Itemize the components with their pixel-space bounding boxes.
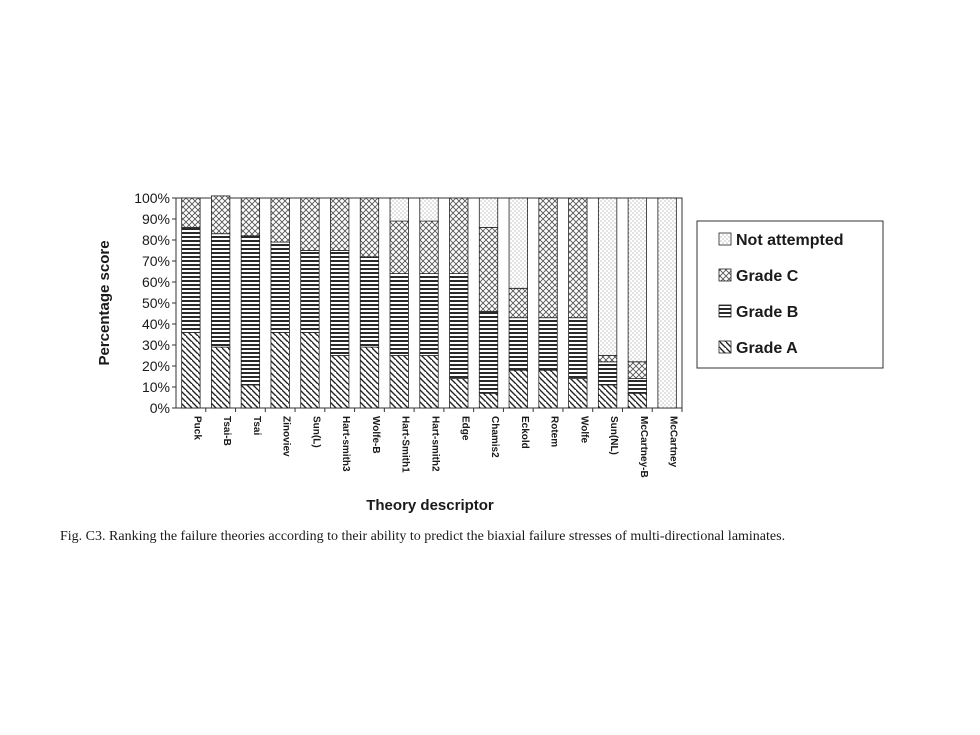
- y-tick-label: 90%: [141, 211, 170, 227]
- x-tick-label: Tsai-B: [221, 416, 233, 446]
- x-axis-title: Theory descriptor: [366, 497, 494, 514]
- x-tick-label: Hart-smith2: [429, 416, 441, 472]
- bar-grade-b-zinoviev: [271, 242, 289, 332]
- plot-area: [176, 196, 682, 408]
- legend: [697, 221, 883, 368]
- bar-grade-a-sun-nl: [598, 385, 616, 408]
- x-tick-label: Edge: [459, 416, 471, 441]
- legend-swatch-grade-c: [719, 269, 731, 281]
- bar-grade-a-hart-smith2: [420, 356, 438, 409]
- bar-grade-c-wolfe-b: [360, 198, 378, 257]
- bar-grade-b-puck: [182, 227, 200, 332]
- bar-grade-b-chamis2: [479, 311, 497, 393]
- legend-label-grade-a: Grade A: [736, 340, 798, 357]
- y-tick-label: 50%: [141, 295, 170, 311]
- bar-grade-c-tsai-b: [211, 196, 229, 234]
- y-tick-label: 70%: [141, 253, 170, 269]
- bar-grade-b-edge: [450, 274, 468, 379]
- bar-grade-c-edge: [450, 198, 468, 274]
- bar-grade-a-eckold: [509, 370, 527, 408]
- bar-grade-a-wolfe-b: [360, 347, 378, 408]
- legend-swatch-not-attempted: [719, 233, 731, 245]
- bar-grade-b-hart-smith1: [390, 274, 408, 356]
- bar-grade-a-hart-smith3: [330, 356, 348, 409]
- bar-not-attempted-mccartney: [658, 198, 676, 408]
- bar-not-attempted-mccartney-b: [628, 198, 646, 362]
- bar-grade-b-rotem: [539, 318, 557, 371]
- bar-grade-b-tsai-b: [211, 234, 229, 347]
- bar-grade-a-puck: [182, 332, 200, 408]
- y-tick-label: 80%: [141, 232, 170, 248]
- x-tick-label: Chamis2: [489, 416, 501, 458]
- x-tick-label: Hart-smith3: [340, 416, 352, 472]
- x-tick-label: McCartney: [667, 416, 679, 468]
- bar-grade-b-tsai: [241, 236, 259, 385]
- bar-grade-b-hart-smith3: [330, 251, 348, 356]
- bar-grade-c-mccartney-b: [628, 362, 646, 379]
- legend-label-grade-b: Grade B: [736, 304, 799, 321]
- x-tick-label: Zinoviev: [280, 416, 292, 457]
- y-tick-label: 40%: [141, 316, 170, 332]
- y-axis: [134, 190, 176, 416]
- x-tick-label: Hart-Smith1: [399, 416, 411, 473]
- bar-grade-b-wolfe: [569, 318, 587, 379]
- bar-grade-a-chamis2: [479, 393, 497, 408]
- bar-not-attempted-sun-nl: [598, 198, 616, 356]
- y-tick-label: 10%: [141, 379, 170, 395]
- y-tick-label: 60%: [141, 274, 170, 290]
- bar-grade-a-hart-smith1: [390, 356, 408, 409]
- bar-grade-c-tsai: [241, 198, 259, 236]
- bar-grade-c-sun-l: [301, 198, 319, 251]
- legend-label-not-attempted: Not attempted: [736, 232, 844, 249]
- bar-grade-a-wolfe: [569, 379, 587, 408]
- bar-grade-c-zinoviev: [271, 198, 289, 242]
- bar-grade-c-hart-smith1: [390, 221, 408, 274]
- bar-grade-b-mccartney-b: [628, 379, 646, 394]
- bar-not-attempted-chamis2: [479, 198, 497, 227]
- x-tick-label: Sun(NL): [608, 416, 620, 455]
- x-tick-label: McCartney-B: [637, 416, 649, 478]
- y-tick-label: 30%: [141, 337, 170, 353]
- bar-grade-a-sun-l: [301, 332, 319, 408]
- figure-caption: Fig. C3. Ranking the failure theories according to their ability to predict the biaxial failure stresses of multi-directional laminates.: [60, 529, 786, 544]
- x-tick-label: Tsai: [250, 416, 262, 436]
- bar-grade-c-wolfe: [569, 198, 587, 318]
- bar-grade-c-eckold: [509, 288, 527, 317]
- bar-grade-c-hart-smith2: [420, 221, 438, 274]
- bar-not-attempted-hart-smith1: [390, 198, 408, 221]
- bar-grade-a-tsai-b: [211, 347, 229, 408]
- bar-not-attempted-eckold: [509, 198, 527, 288]
- x-tick-label: Rotem: [548, 416, 560, 448]
- bar-grade-a-edge: [450, 379, 468, 408]
- bar-grade-a-rotem: [539, 370, 557, 408]
- y-tick-label: 100%: [134, 190, 170, 206]
- bar-grade-b-eckold: [509, 318, 527, 371]
- x-tick-label: Wolfe: [578, 416, 590, 444]
- bar-grade-c-hart-smith3: [330, 198, 348, 251]
- bar-grade-c-chamis2: [479, 227, 497, 311]
- bar-grade-a-mccartney-b: [628, 393, 646, 408]
- x-tick-label: Sun(L): [310, 416, 322, 448]
- bar-grade-a-zinoviev: [271, 332, 289, 408]
- bar-grade-c-rotem: [539, 198, 557, 318]
- x-tick-label: Eckold: [518, 416, 530, 449]
- legend-swatch-grade-b: [719, 305, 731, 317]
- bar-not-attempted-hart-smith2: [420, 198, 438, 221]
- bar-grade-b-wolfe-b: [360, 257, 378, 347]
- bar-grade-c-puck: [182, 198, 200, 227]
- bar-grade-b-sun-l: [301, 251, 319, 333]
- bar-grade-c-sun-nl: [598, 356, 616, 362]
- bar-grade-a-tsai: [241, 385, 259, 408]
- x-tick-label: Puck: [191, 416, 203, 440]
- y-tick-label: 0%: [149, 400, 170, 416]
- y-tick-label: 20%: [141, 358, 170, 374]
- x-tick-label: Wolfe-B: [369, 416, 381, 454]
- y-axis-title: Percentage score: [96, 240, 113, 366]
- x-axis: [191, 408, 682, 478]
- bar-grade-b-sun-nl: [598, 362, 616, 385]
- legend-swatch-grade-a: [719, 341, 731, 353]
- bar-grade-b-hart-smith2: [420, 274, 438, 356]
- legend-label-grade-c: Grade C: [736, 268, 799, 285]
